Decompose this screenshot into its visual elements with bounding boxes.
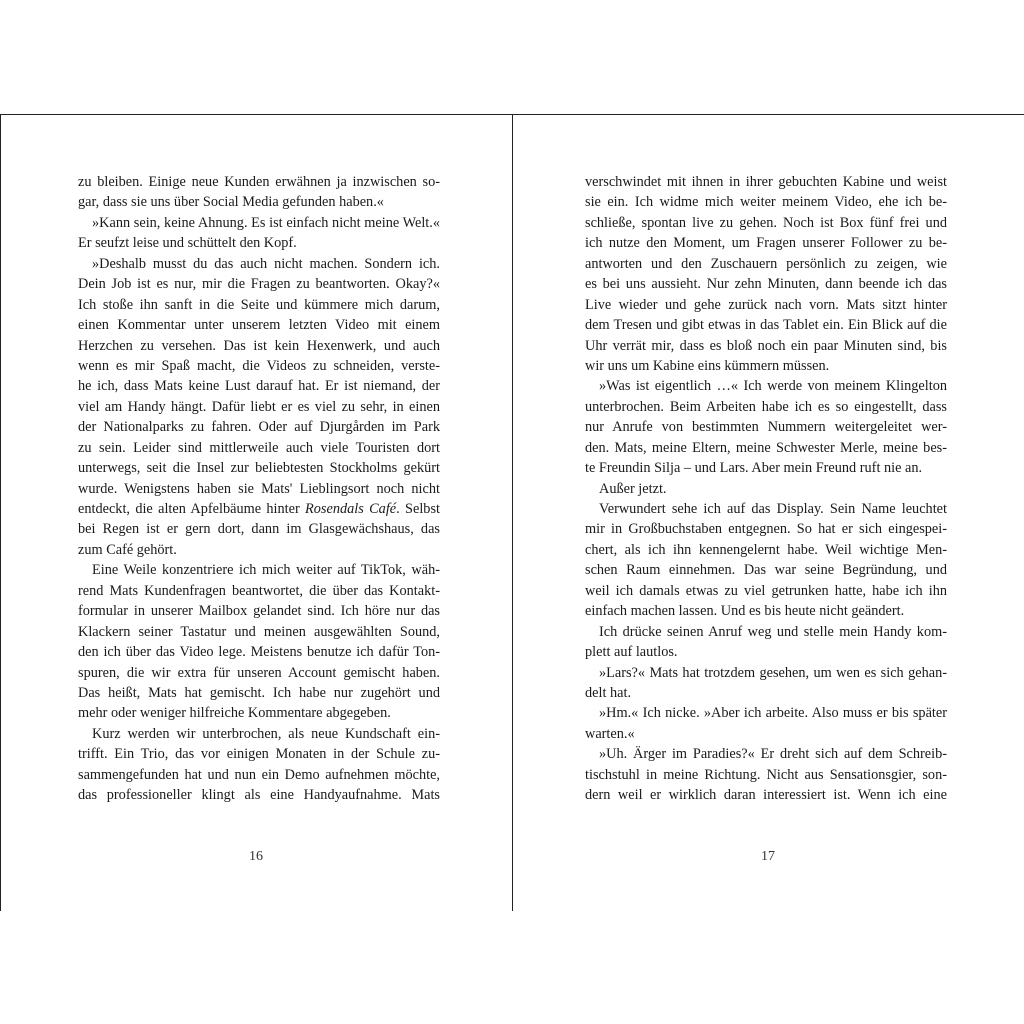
text-line: das professioneller klingt als eine Handyaufnahme. Mats <box>78 787 440 804</box>
text-line: schließe, spontan live zu gehen. Noch ist Box fünf frei und <box>585 214 947 231</box>
text-line: ich nutze den Moment, um Fragen unserer Follower zu be- <box>585 235 947 252</box>
text-line: zu sein. Leider sind mittlerweile auch viele Touristen dort <box>78 439 440 456</box>
page-left-edge <box>0 114 1 911</box>
text-line: »Kann sein, keine Ahnung. Es ist einfach nicht meine Welt.« <box>92 214 440 231</box>
text-line: »Lars?« Mats hat trotzdem gesehen, um wen es sich gehan- <box>599 664 947 681</box>
text-line: zum Café gehört. <box>78 541 177 558</box>
text-line: dern weil er wirklich daran interessiert ist. Wenn ich eine <box>585 787 947 804</box>
text-line: Er seufzt leise und schüttelt den Kopf. <box>78 235 297 252</box>
text-line: gar, dass sie uns über Social Media gefunden haben.« <box>78 194 384 211</box>
right-page-text <box>585 172 947 806</box>
text-line: delt hat. <box>585 684 632 701</box>
text-line: warten.« <box>585 725 635 742</box>
text-line: einfach machen lassen. Und es bis heute nicht geändert. <box>585 603 905 620</box>
text-line: den. Mats, meine Eltern, meine Schwester Merle, meine bes- <box>585 439 947 456</box>
text-line: bei Regen ist er gern dort, dann im Glasgewächshaus, das <box>78 521 440 538</box>
page-number-left: 16 <box>249 849 263 864</box>
text-line: wir uns um Kabine eins kümmern müssen. <box>585 357 830 374</box>
text-line: wurde. Wenigstens haben sie Mats' Lieblingsort noch nicht <box>78 480 440 497</box>
text-line: spuren, die wir extra für unseren Account gemischt haben. <box>78 664 440 681</box>
text-line: »Hm.« Ich nicke. »Aber ich arbeite. Also muss er bis später <box>599 705 947 722</box>
text-line: der Nationalparks zu fahren. Oder auf Djurgården im Park <box>78 419 440 436</box>
text-segment: entdeckt, die alten Apfelbäume hinter <box>78 501 306 517</box>
page-number-right: 17 <box>761 849 775 864</box>
text-line: trifft. Ein Trio, das vor einigen Monaten in der Schule zu- <box>78 746 440 763</box>
text-line: unterwegs, seit die Insel zur beliebtesten Stockholms gekürt <box>78 460 440 477</box>
text-line: Ich drücke seinen Anruf weg und stelle mein Handy kom- <box>599 623 947 640</box>
text-line: weil ich damals etwas zu viel getrunken hatte, habe ich ihn <box>585 582 947 599</box>
text-line: formular in unserer Mailbox gelandet sind. Ich höre nur das <box>78 603 440 620</box>
text-line: tischstuhl in meine Richtung. Nicht aus Sensationsgier, son- <box>585 766 947 783</box>
text-line: schen Raum einnehmen. Das war seine Begründung, und <box>585 562 947 579</box>
text-line: Verwundert sehe ich auf das Display. Sein Name leuchtet <box>599 501 947 517</box>
text-line: viel am Handy hängt. Dafür liebt er es viel zu sehr, in einen <box>78 398 440 415</box>
text-line: sie ein. Ich widme mich weiter meinem Video, ehe ich be- <box>585 194 947 211</box>
text-line: den ich über das Video lege. Meistens benutze ich dafür Ton- <box>78 644 440 661</box>
text-segment-italic: Rosendals Café <box>305 501 397 517</box>
text-line: mir in Großbuchstaben entgegnen. So hat er sich eingespei- <box>585 521 947 538</box>
text-line: Das heißt, Mats hat gemischt. Ich habe nur zugehört und <box>78 684 440 701</box>
left-page-text <box>78 172 440 806</box>
text-line: he ich, dass Mats keine Lust darauf hat. Er ist niemand, der <box>78 378 440 395</box>
text-segment: . Selbst <box>396 501 440 517</box>
text-line: wenn es mir Spaß macht, die Videos zu schneiden, verste- <box>78 357 440 374</box>
text-line: zu bleiben. Einige neue Kunden erwähnen ja inzwischen so- <box>78 174 440 190</box>
text-line: nur Anrufe von bestimmten Nummern weitergeleitet wer- <box>585 419 947 436</box>
text-line: antworten und den Zuschauern persönlich zu zeigen, wie <box>585 255 947 272</box>
text-line <box>78 499 440 519</box>
text-line: te Freundin Silja – und Lars. Aber mein Freund ruft nie an. <box>585 460 923 477</box>
text-line: »Uh. Ärger im Paradies?« Er dreht sich auf dem Schreib- <box>599 746 947 763</box>
text-line: sammengefunden hat und nun ein Demo aufnehmen möchte, <box>78 766 440 783</box>
text-line: es bei uns aussieht. Nur zehn Minuten, dann beende ich das <box>585 276 947 293</box>
text-line: Ich stoße ihn sanft in die Seite und kümmere mich darum, <box>78 296 440 313</box>
text-line: plett auf lautlos. <box>585 644 678 661</box>
text-line: dem Tresen und gibt etwas in das Tablet ein. Ein Blick auf die <box>585 317 947 334</box>
text-line: »Was ist eigentlich …« Ich werde von meinem Klingelton <box>599 378 947 395</box>
text-line: einen Kommentar unter unserem letzten Video mit einem <box>78 317 440 334</box>
text-line: mehr oder weniger hilfreiche Kommentare abgegeben. <box>78 705 391 722</box>
text-line: Klackern seiner Tastatur und meinen ausgewählten Sound, <box>78 623 440 640</box>
text-line: chert, als ich ihn kennengelernt habe. Weil wichtige Men- <box>585 541 947 558</box>
text-line: Herzchen zu versehen. Das ist kein Hexenwerk, und auch <box>78 337 440 354</box>
text-line: Außer jetzt. <box>599 480 667 497</box>
text-line: Eine Weile konzentriere ich mich weiter auf TikTok, wäh- <box>92 562 440 579</box>
text-line: verschwindet mit ihnen in ihrer gebuchten Kabine und weist <box>585 174 947 190</box>
page-gutter <box>512 114 513 911</box>
text-line: Live wieder und gehe zurück nach vorn. Mats sitzt hinter <box>585 296 947 313</box>
text-line: Kurz werden wir unterbrochen, als neue Kundschaft ein- <box>92 725 440 742</box>
text-line: Uhr verrät mir, dass es bloß noch ein paar Minuten sind, bis <box>585 337 947 354</box>
text-line: »Deshalb musst du das auch nicht machen. Sondern ich. <box>92 255 440 272</box>
text-line: rend Mats Kundenfragen beantwortet, die über das Kontakt- <box>78 582 440 599</box>
text-line: Dein Job ist es nur, mir die Fragen zu beantworten. Okay?« <box>78 276 440 293</box>
text-line: unterbrochen. Beim Arbeiten habe ich es so eingestellt, dass <box>585 398 947 415</box>
